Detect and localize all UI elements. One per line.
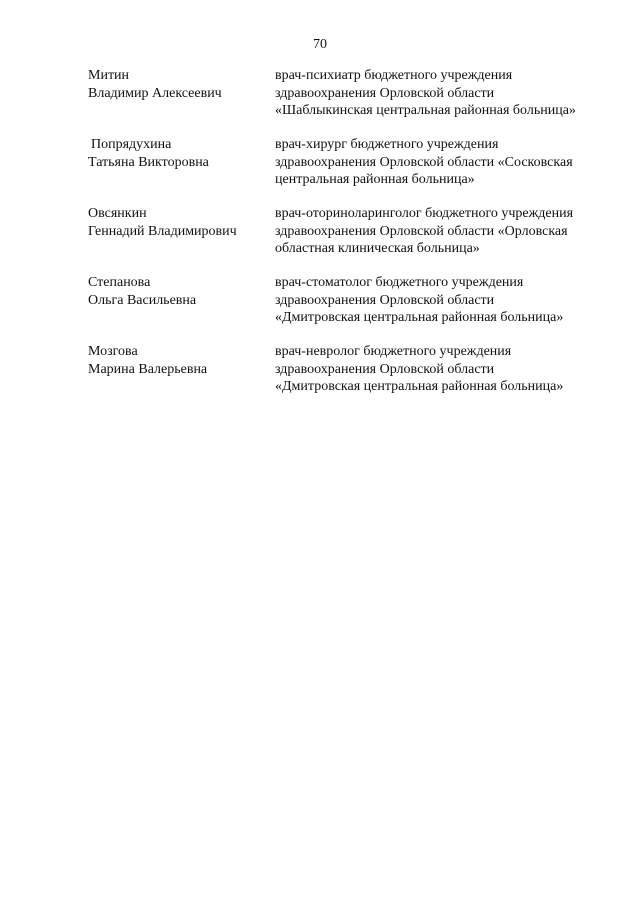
- position-line: врач-оториноларинголог бюджетного учреждения: [275, 206, 574, 221]
- person-name: [88, 274, 268, 309]
- given-name: Марина Валерьевна: [88, 361, 208, 377]
- given-name: Геннадий Владимирович: [88, 223, 237, 239]
- list-item: [0, 67, 640, 136]
- position-line: здравоохранения Орловской области: [275, 361, 495, 377]
- position-line: врач-невролог бюджетного учреждения: [275, 344, 512, 359]
- position-line: здравоохранения Орловской области: [275, 85, 495, 101]
- appointee-list: [0, 67, 640, 412]
- person-position: [275, 343, 615, 396]
- position-line: «Шаблыкинская центральная районная больница»: [275, 103, 576, 118]
- position-line: врач-хирург бюджетного учреждения: [275, 137, 499, 152]
- person-name: [88, 205, 268, 240]
- given-name: Ольга Васильевна: [88, 292, 197, 308]
- position-line: «Дмитровская центральная районная больница»: [275, 310, 564, 325]
- surname: Мозгова: [88, 344, 138, 359]
- list-item: [0, 136, 640, 205]
- person-position: [275, 205, 615, 258]
- given-name: Владимир Алексеевич: [88, 85, 222, 101]
- position-line: «Дмитровская центральная районная больница»: [275, 379, 564, 394]
- person-position: [275, 67, 615, 120]
- position-line: областная клиническая больница»: [275, 241, 480, 256]
- position-line: здравоохранения Орловской области «Орловская: [275, 223, 568, 239]
- person-position: [275, 136, 615, 189]
- page-number: 70: [313, 37, 327, 52]
- surname: Митин: [88, 68, 130, 83]
- person-name: [88, 136, 268, 171]
- list-item: [0, 205, 640, 274]
- list-item: [0, 343, 640, 412]
- person-name: [88, 67, 268, 102]
- position-line: центральная районная больница»: [275, 172, 475, 187]
- position-line: врач-психиатр бюджетного учреждения: [275, 68, 513, 83]
- position-line: здравоохранения Орловской области «Сосковская: [275, 154, 573, 170]
- position-line: здравоохранения Орловской области: [275, 292, 495, 308]
- given-name: Татьяна Викторовна: [88, 154, 209, 170]
- surname: Степанова: [88, 275, 151, 290]
- position-line: врач-стоматолог бюджетного учреждения: [275, 275, 524, 290]
- surname: Овсянкин: [88, 206, 147, 221]
- surname: Попрядухина: [91, 137, 172, 152]
- person-position: [275, 274, 615, 327]
- list-item: [0, 274, 640, 343]
- person-name: [88, 343, 268, 378]
